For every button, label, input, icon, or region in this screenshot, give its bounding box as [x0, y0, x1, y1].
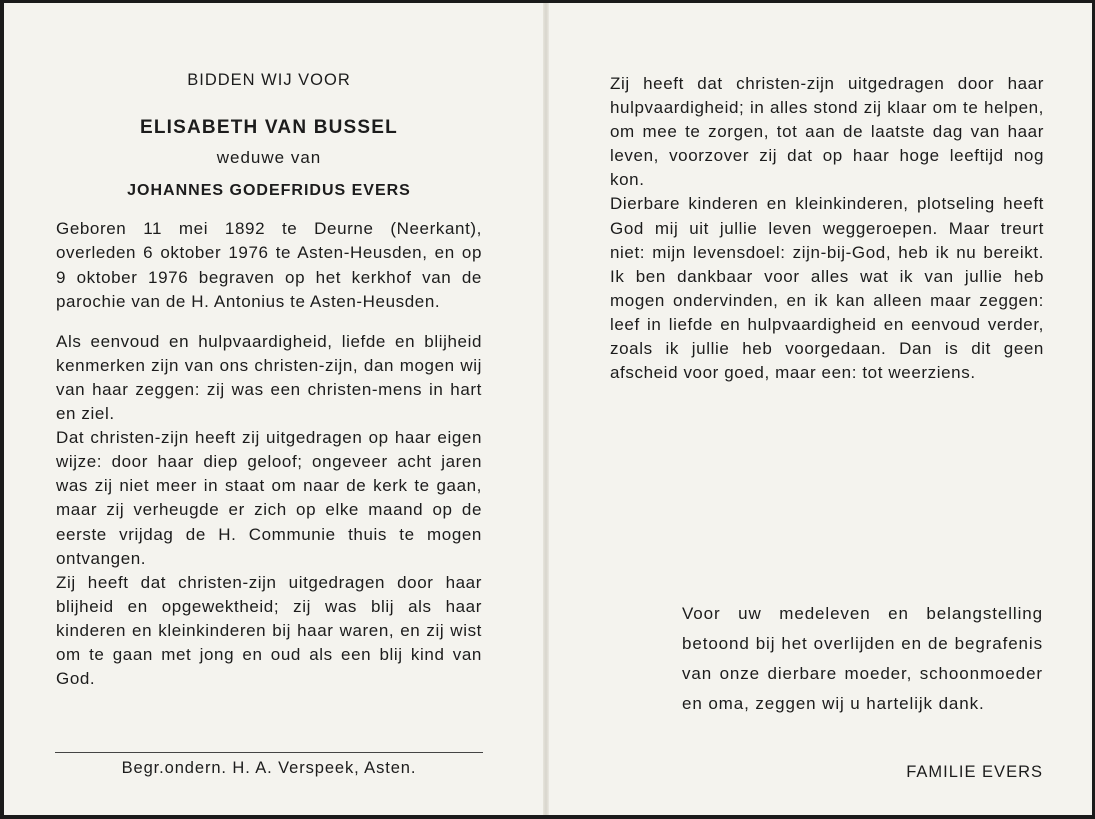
- relation-text: weduwe van: [216, 148, 322, 168]
- text-paragraph: Zij heeft dat christen-zijn uitgedragen door haar hulpvaardigheid; in alles stond zij klaar om te helpen, om mee te zorgen, tot aan de laatste dag van haar leven, voorzover zij dat op haar hoge leeftijd nog kon.: [610, 74, 1044, 190]
- birth-death-paragraph: Geboren 11 mei 1892 te Deurne (Neerkant), overleden 6 oktober 1976 te Asten-Heusden, en op 9 oktober 1976 begraven op het kerkhof van de parochie van de H. Antonius te Asten-Heusden.: [56, 219, 482, 311]
- card-header: BIDDEN WIJ VOOR: [187, 71, 351, 89]
- right-panel: [610, 72, 1044, 385]
- divider-line: [55, 752, 483, 753]
- deceased-name: ELISABETH VAN BUSSEL: [139, 117, 398, 139]
- undertaker-credit: Begr.ondern. H. A. Verspeek, Asten.: [121, 759, 417, 777]
- text-paragraph: Dat christen-zijn heeft zij uitgedragen op haar eigen wijze: door haar diep geloof; ongeveer acht jaren was zij niet meer in staat om naar de kerk te gaan, maar zij verheugde er zich op elke maand op de eerste vrijdag de H. Communie thuis te mogen ontvangen.: [56, 428, 482, 568]
- text-paragraph: Als eenvoud en hulpvaardigheid, liefde en blijheid kenmerken zijn van ons christen-zijn, dan mogen wij van haar zeggen: zij was een christen-mens in hart en ziel.: [56, 331, 482, 424]
- thanks-paragraph: Voor uw medeleven en belangstelling betoond bij het overlijden en de begrafenis van onze dierbare moeder, schoonmoeder en oma, zeggen wij u hartelijk dank.: [682, 604, 1043, 713]
- left-panel: [56, 68, 482, 691]
- text-paragraph: Zij heeft dat christen-zijn uitgedragen door haar blijheid en opgewektheid; zij was blij als haar kinderen en kleinkinderen bij haar waren, en zij wist om te gaan met jong en oud als een blij kind van God.: [56, 572, 482, 689]
- family-signature: FAMILIE EVERS: [906, 763, 1043, 781]
- husband-name: JOHANNES GODEFRIDUS EVERS: [127, 182, 411, 200]
- text-paragraph: Dierbare kinderen en kleinkinderen, plotseling heeft God mij uit jullie leven weggeroepen. Maar treurt niet: mijn levensdoel: zijn-bij-God, heb ik nu bereikt. Ik ben dankbaar voor alles wat ik van jullie heb mogen ondervinden, en ik kan alleen maar zeggen: leef in liefde en hulpvaardigheid en eenvoud verder, zoals ik jullie heb voorgedaan. Dan is dit geen afscheid voor goed, maar een: tot weerziens.: [610, 194, 1044, 383]
- card-fold: [543, 3, 549, 815]
